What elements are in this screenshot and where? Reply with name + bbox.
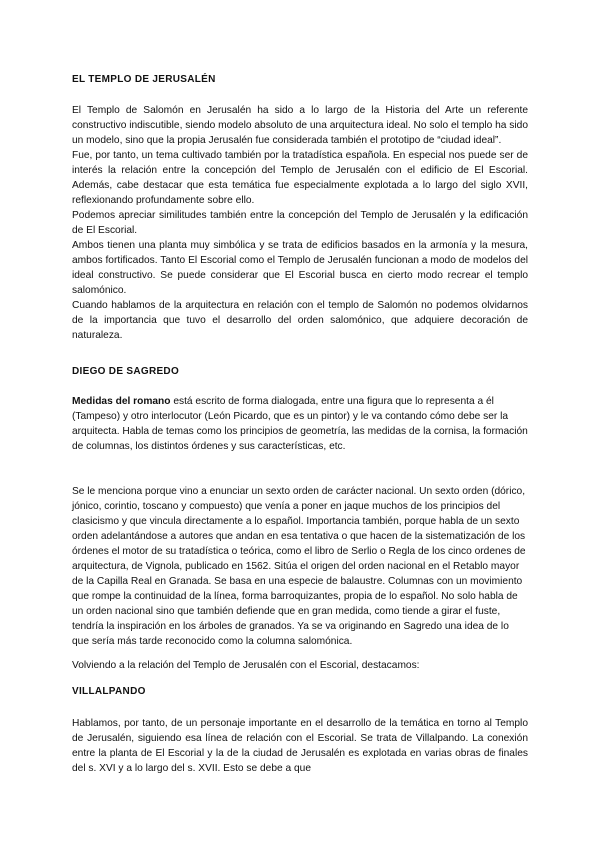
paragraph: Fue, por tanto, un tema cultivado también por la tratadística española. En especial nos puede ser de interés la relación entre la concepción del Templo de Jerusalén con el edificio de El Escorial. Además, cabe destacar que esta temática fue especialmente explotada a lo largo del siglo XVII, reflexionando profundamente sobre ello. bbox=[72, 150, 528, 206]
section-body-templo bbox=[72, 103, 528, 343]
paragraph: Ambos tienen una planta muy simbólica y se trata de edificios basados en la armonía y la mesura, ambos fortificados. Tanto El Escorial como el Templo de Jerusalén funcionan a modo de modelos del ideal constructivo. Se puede considerar que El Escorial busca en cierto modo recrear el templo salomónico. bbox=[72, 240, 528, 296]
section-heading-diego: DIEGO DE SAGREDO bbox=[72, 366, 180, 377]
paragraph: Volviendo a la relación del Templo de Jerusalén con el Escorial, destacamos: bbox=[72, 660, 420, 671]
section-body-villalpando bbox=[72, 716, 528, 776]
section-body-diego-intro bbox=[72, 394, 528, 454]
paragraph: Hablamos, por tanto, de un personaje importante en el desarrollo de la temática en torno al Templo de Jerusalén, siguiendo esa línea de relación con el Escorial. Se trata de Villalpando. La conexión entre la planta de El Escorial y la de la ciudad de Jerusalén es explotada en varias obras de finales del s. XVI y a lo largo del s. XVII. Esto se debe a que bbox=[72, 718, 528, 774]
paragraph: Podemos apreciar similitudes también entre la concepción del Templo de Jerusalén y la edificación de El Escorial. bbox=[72, 210, 528, 236]
paragraph: Cuando hablamos de la arquitectura en relación con el templo de Salomón no podemos olvidarnos de la importancia que tuvo el desarrollo del orden salomónico, que adquiere decoración de naturaleza. bbox=[72, 300, 528, 341]
section-body-diego-main bbox=[72, 484, 528, 649]
section-heading-templo: EL TEMPLO DE JERUSALÉN bbox=[72, 74, 216, 85]
book-title: Medidas del romano bbox=[72, 396, 171, 407]
section-body-diego-closing bbox=[72, 658, 528, 673]
paragraph: Se le menciona porque vino a enunciar un sexto orden de carácter nacional. Un sexto orden (dórico, jónico, corintio, toscano y compuesto) que venía a poner en jaque muchos de los principios del clasicismo y que vincula directamente a lo español. Importancia también, porque habla de un sexto orden adelantándose a autores que andan en esa tentativa o que hacen de la sistematización de los órdenes el motor de su tratadística o teórica, como el libro de Serlio o Regla de los cinco ordenes de arquitectura, de Vignola, publicado en 1562. Sitúa el origen del orden nacional en el Retablo mayor de la Capilla Real en Granada. Se basa en una especie de balaustre. Columnas con un movimiento que rompe la continuidad de la línea, forma barroquizantes, propia de lo español. No solo habla de un orden nacional sino que también defiende que en gran medida, como tiende a girar el fuste, tendría la inspiración en los árboles de granados. Ya se va originando en Sagredo una idea de lo que sería más tarde reconocido como la columna salomónica. bbox=[72, 486, 526, 647]
paragraph bbox=[72, 394, 528, 454]
paragraph: El Templo de Salomón en Jerusalén ha sido a lo largo de la Historia del Arte un referente constructivo indiscutible, siendo modelo absoluto de una arquitectura ideal. No solo el templo ha sido un modelo, sino que la propia Jerusalén fue considerada también el prototipo de “ciudad ideal”. bbox=[72, 105, 528, 146]
section-heading-villalpando: VILLALPANDO bbox=[72, 686, 146, 697]
paragraph-text: está escrito de forma dialogada, entre una figura que lo representa a él (Tampeso) y otro interlocutor (León Picardo, que es un pintor) y le va contando cómo debe ser la arquitecta. Habla de temas como los principios de geometría, las medidas de la cornisa, la formación de columnas, los distintos órdenes y sus características, etc. bbox=[72, 396, 528, 452]
